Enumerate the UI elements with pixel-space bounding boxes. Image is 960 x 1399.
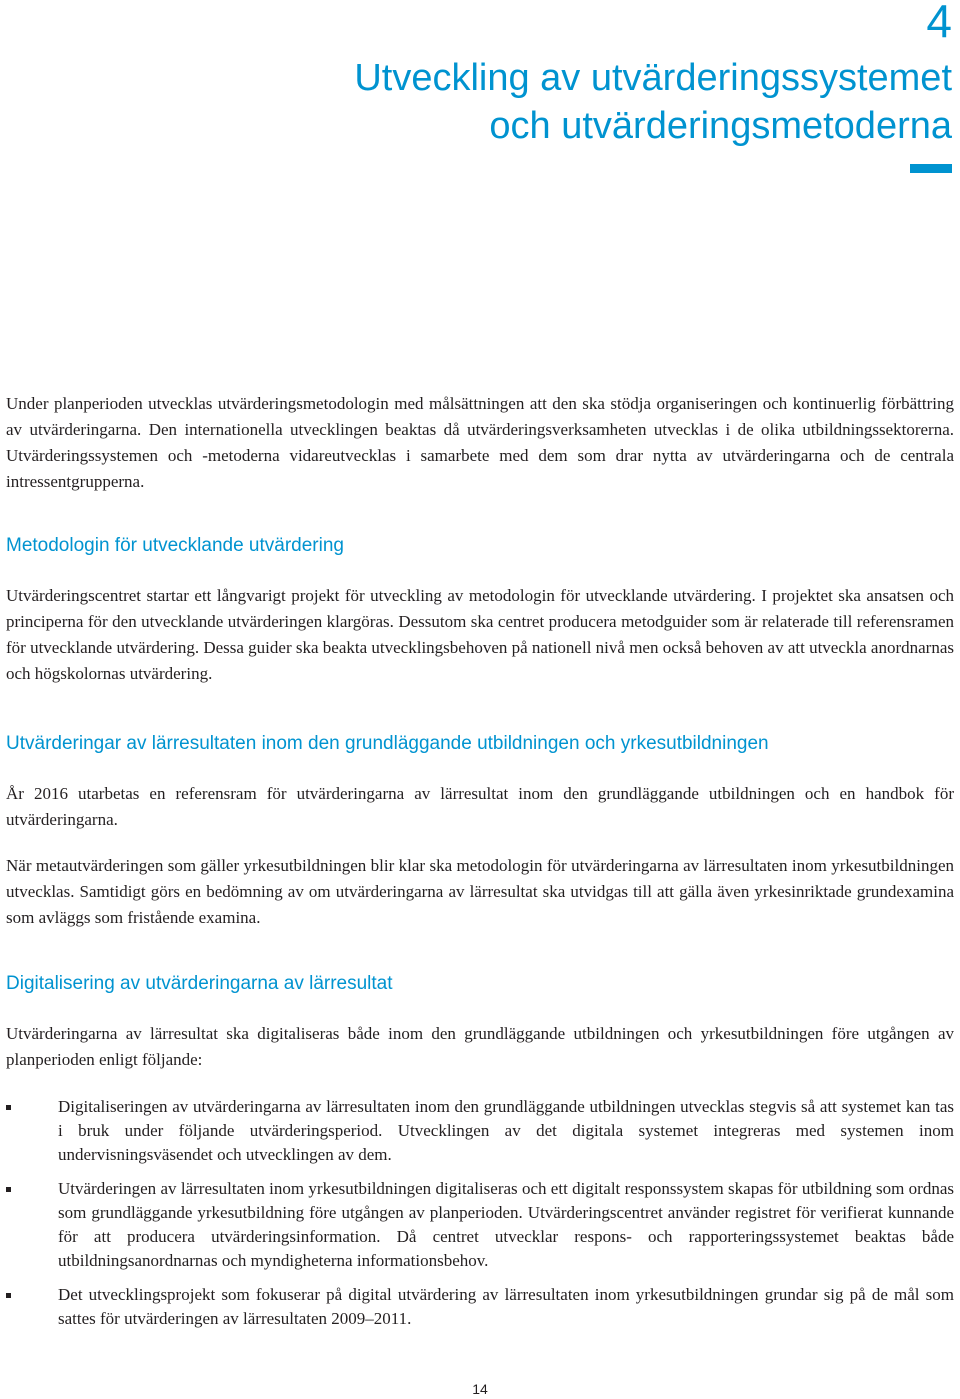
list-item [6, 1283, 954, 1331]
list-item [6, 1095, 954, 1167]
section-heading-digitalisation: Digitalisering av utvärderingarna av lärresultat [6, 973, 393, 994]
bullet-icon [6, 1293, 11, 1298]
section-paragraph: Utvärderingscentret startar ett långvarigt projekt för utveckling av metodologin för utvecklande utvärdering. I projektet ska ansatsen och principerna för den utvecklande utvärderingen klargöras. Dessutom ska centret producera metodguider som är relaterade till referensramen för utvecklande utvärdering. Dessa guider ska beakta utvecklingsbehoven på nationell nivå men också behoven av att utveckla anordnarnas och högskolornas utvärdering. [6, 586, 954, 683]
chapter-title-line-2: och utvärderingsmetoderna [489, 105, 952, 147]
chapter-number: 4 [926, 0, 952, 47]
bullet-list [6, 1095, 954, 1331]
list-item-text: Det utvecklingsprojekt som fokuserar på digital utvärdering av lärresultaten inom yrkesutbildningen grundar sig på de mål som sattes för utvärderingen av lärresultaten 2009–2011. [58, 1285, 954, 1328]
chapter-title-line-1: Utveckling av utvärderingssystemet [354, 57, 952, 99]
section-paragraph: År 2016 utarbetas en referensram för utvärderingarna av lärresultat inom den grundläggande utbildningen och en handbok för utvärderingarna. [6, 784, 954, 829]
list-item [6, 1177, 954, 1273]
list-item-text: Digitaliseringen av utvärderingarna av lärresultaten inom den grundläggande utbildningen utvecklas stegvis så att systemet kan tas i bruk under följande utvärderingsperiod. Utvecklingen av det digitala systemet integreras med systemen inom undervisningsväsendet och utvecklingen av dem. [58, 1097, 954, 1164]
section-heading-learning-outcomes: Utvärderingar av lärresultaten inom den grundläggande utbildningen och yrkesutbildningen [6, 733, 769, 754]
bullet-icon [6, 1105, 11, 1110]
bullet-icon [6, 1187, 11, 1192]
title-accent-bar [910, 164, 952, 173]
page-number: 14 [472, 1381, 488, 1397]
list-item-text: Utvärderingen av lärresultaten inom yrkesutbildningen digitaliseras och ett digitalt responssystem skapas för utbildning som ordnas som grundläggande yrkesutbildning före utgången av planperioden. Utvärderingscentret använder registret för verifierat kunnande för att producera utvärderingsinformation. Då centret utvecklar respons- och rapporteringssystemet beaktas både utbildningsanordnarnas och myndigheterna informationsbehov. [58, 1179, 954, 1270]
page-content [6, 391, 954, 1341]
intro-paragraph: Under planperioden utvecklas utvärderingsmetodologin med målsättningen att den ska stödja organiseringen och kontinuerlig förbättring av utvärderingarna. Den internationella utvecklingen beaktas då utvärderingsverksamheten utvecklas i de olika utbildningssektorerna. Utvärderingssystemen och -metoderna vidareutvecklas i samarbete med dem som drar nytta av utvärderingarna och de centrala intressentgrupperna. [6, 394, 954, 491]
chapter-title [52, 54, 952, 150]
section-heading-methodology: Metodologin för utvecklande utvärdering [6, 535, 344, 556]
section-paragraph: När metautvärderingen som gäller yrkesutbildningen blir klar ska metodologin för utvärderingarna av lärresultaten inom yrkesutbildningen utvecklas. Samtidigt görs en bedömning av om utvärderingarna av lärresultat ska utvidgas till att gälla även yrkesinriktade grundexamina som avläggs som fristående examina. [6, 856, 954, 927]
section-paragraph: Utvärderingarna av lärresultat ska digitaliseras både inom den grundläggande utbildningen och yrkesutbildningen före utgången av planperioden enligt följande: [6, 1024, 954, 1069]
